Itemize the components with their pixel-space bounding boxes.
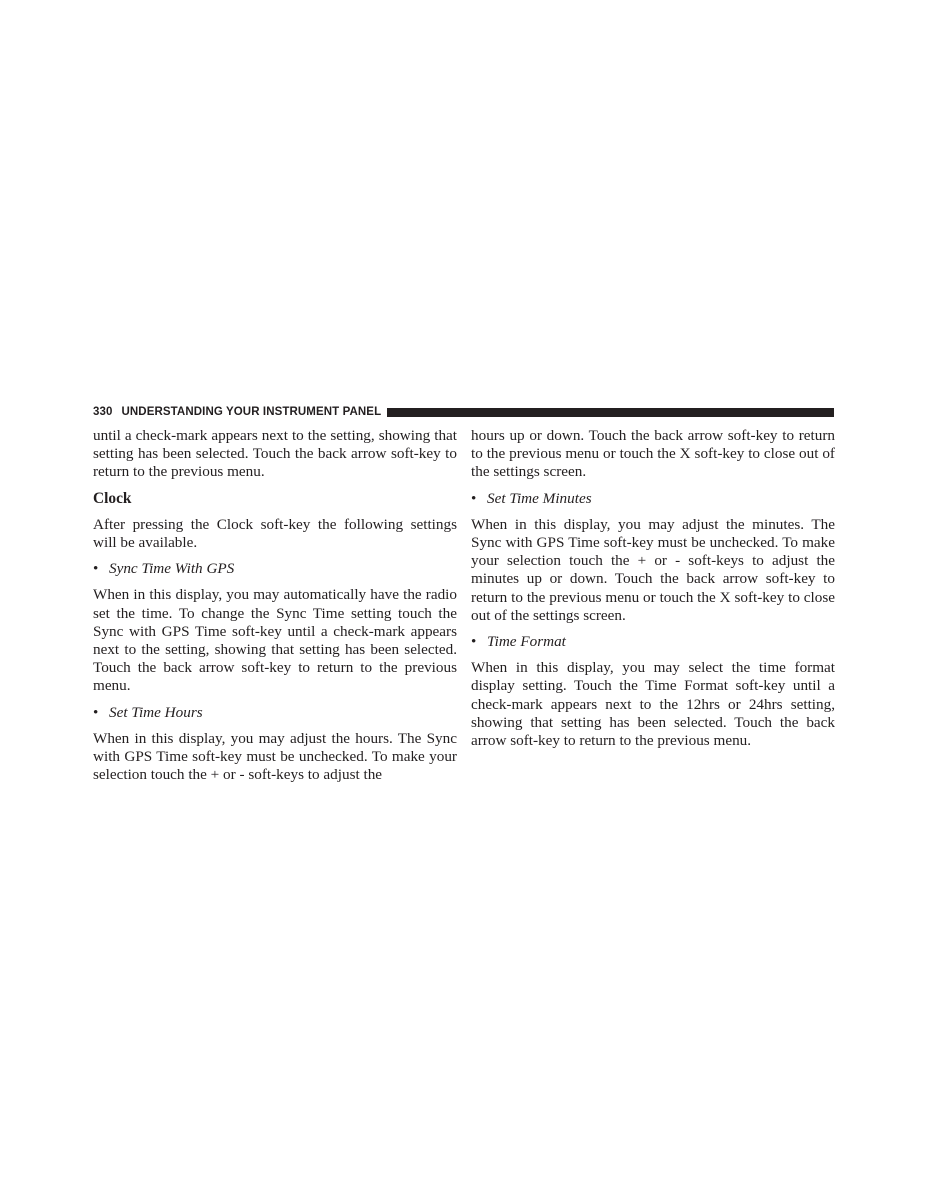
bullet-dot: •: [93, 703, 99, 721]
bullet-label: Set Time Minutes: [487, 489, 592, 507]
bullet-label: Set Time Hours: [109, 703, 203, 721]
left-column: [93, 427, 457, 792]
bullet-set-time-minutes: [471, 490, 835, 508]
header-rule: [387, 408, 834, 417]
bullet-sync-time-with-gps: [93, 560, 457, 578]
paragraph-hours-continued: hours up or down. Touch the back arrow soft-key to return to the previous menu or touch the X soft-key to close out of the settings screen.: [471, 427, 835, 481]
bullet-dot: •: [93, 560, 99, 578]
bullet-set-time-hours: [93, 704, 457, 722]
paragraph-checkmark-continued: until a check-mark appears next to the setting, showing that setting has been selected. Touch the back arrow soft-key to return to the previous menu.: [93, 427, 457, 481]
paragraph-sync-time: When in this display, you may automatically have the radio set the time. To change the Sync Time setting touch the Sync with GPS Time soft-key until a check-mark appears next to the setting, showing that setting has been selected. Touch the back arrow soft-key to return to the previous menu.: [93, 586, 457, 695]
page-number: 330: [93, 406, 113, 418]
bullet-time-format: [471, 633, 835, 651]
paragraph-set-time-hours: When in this display, you may adjust the hours. The Sync with GPS Time soft-key must be unchecked. To make your selection touch the + or - soft-keys to adjust the: [93, 729, 457, 784]
page-header: [93, 405, 834, 419]
bullet-label: Sync Time With GPS: [109, 560, 235, 578]
bullet-dot: •: [471, 489, 477, 507]
section-title: UNDERSTANDING YOUR INSTRUMENT PANEL: [121, 406, 382, 418]
clock-heading: Clock: [93, 489, 132, 507]
paragraph-clock-intro: After pressing the Clock soft-key the following settings will be available.: [93, 515, 457, 552]
bullet-label: Time Format: [487, 633, 566, 651]
paragraph-set-time-minutes: When in this display, you may adjust the minutes. The Sync with GPS Time soft-key must be unchecked. To make your selection touch the + or - soft-keys to adjust the minutes up or down. Touch the back arrow soft-key to return to the previous menu or touch the X soft-key to close out of the settings screen.: [471, 515, 835, 624]
right-column: [471, 427, 835, 758]
bullet-dot: •: [471, 633, 477, 651]
paragraph-time-format: When in this display, you may select the time format display setting. Touch the Time Format soft-key until a check-mark appears next to the 12hrs or 24hrs setting, showing that setting has been selected. Touch the back arrow soft-key to return to the previous menu.: [471, 659, 835, 750]
